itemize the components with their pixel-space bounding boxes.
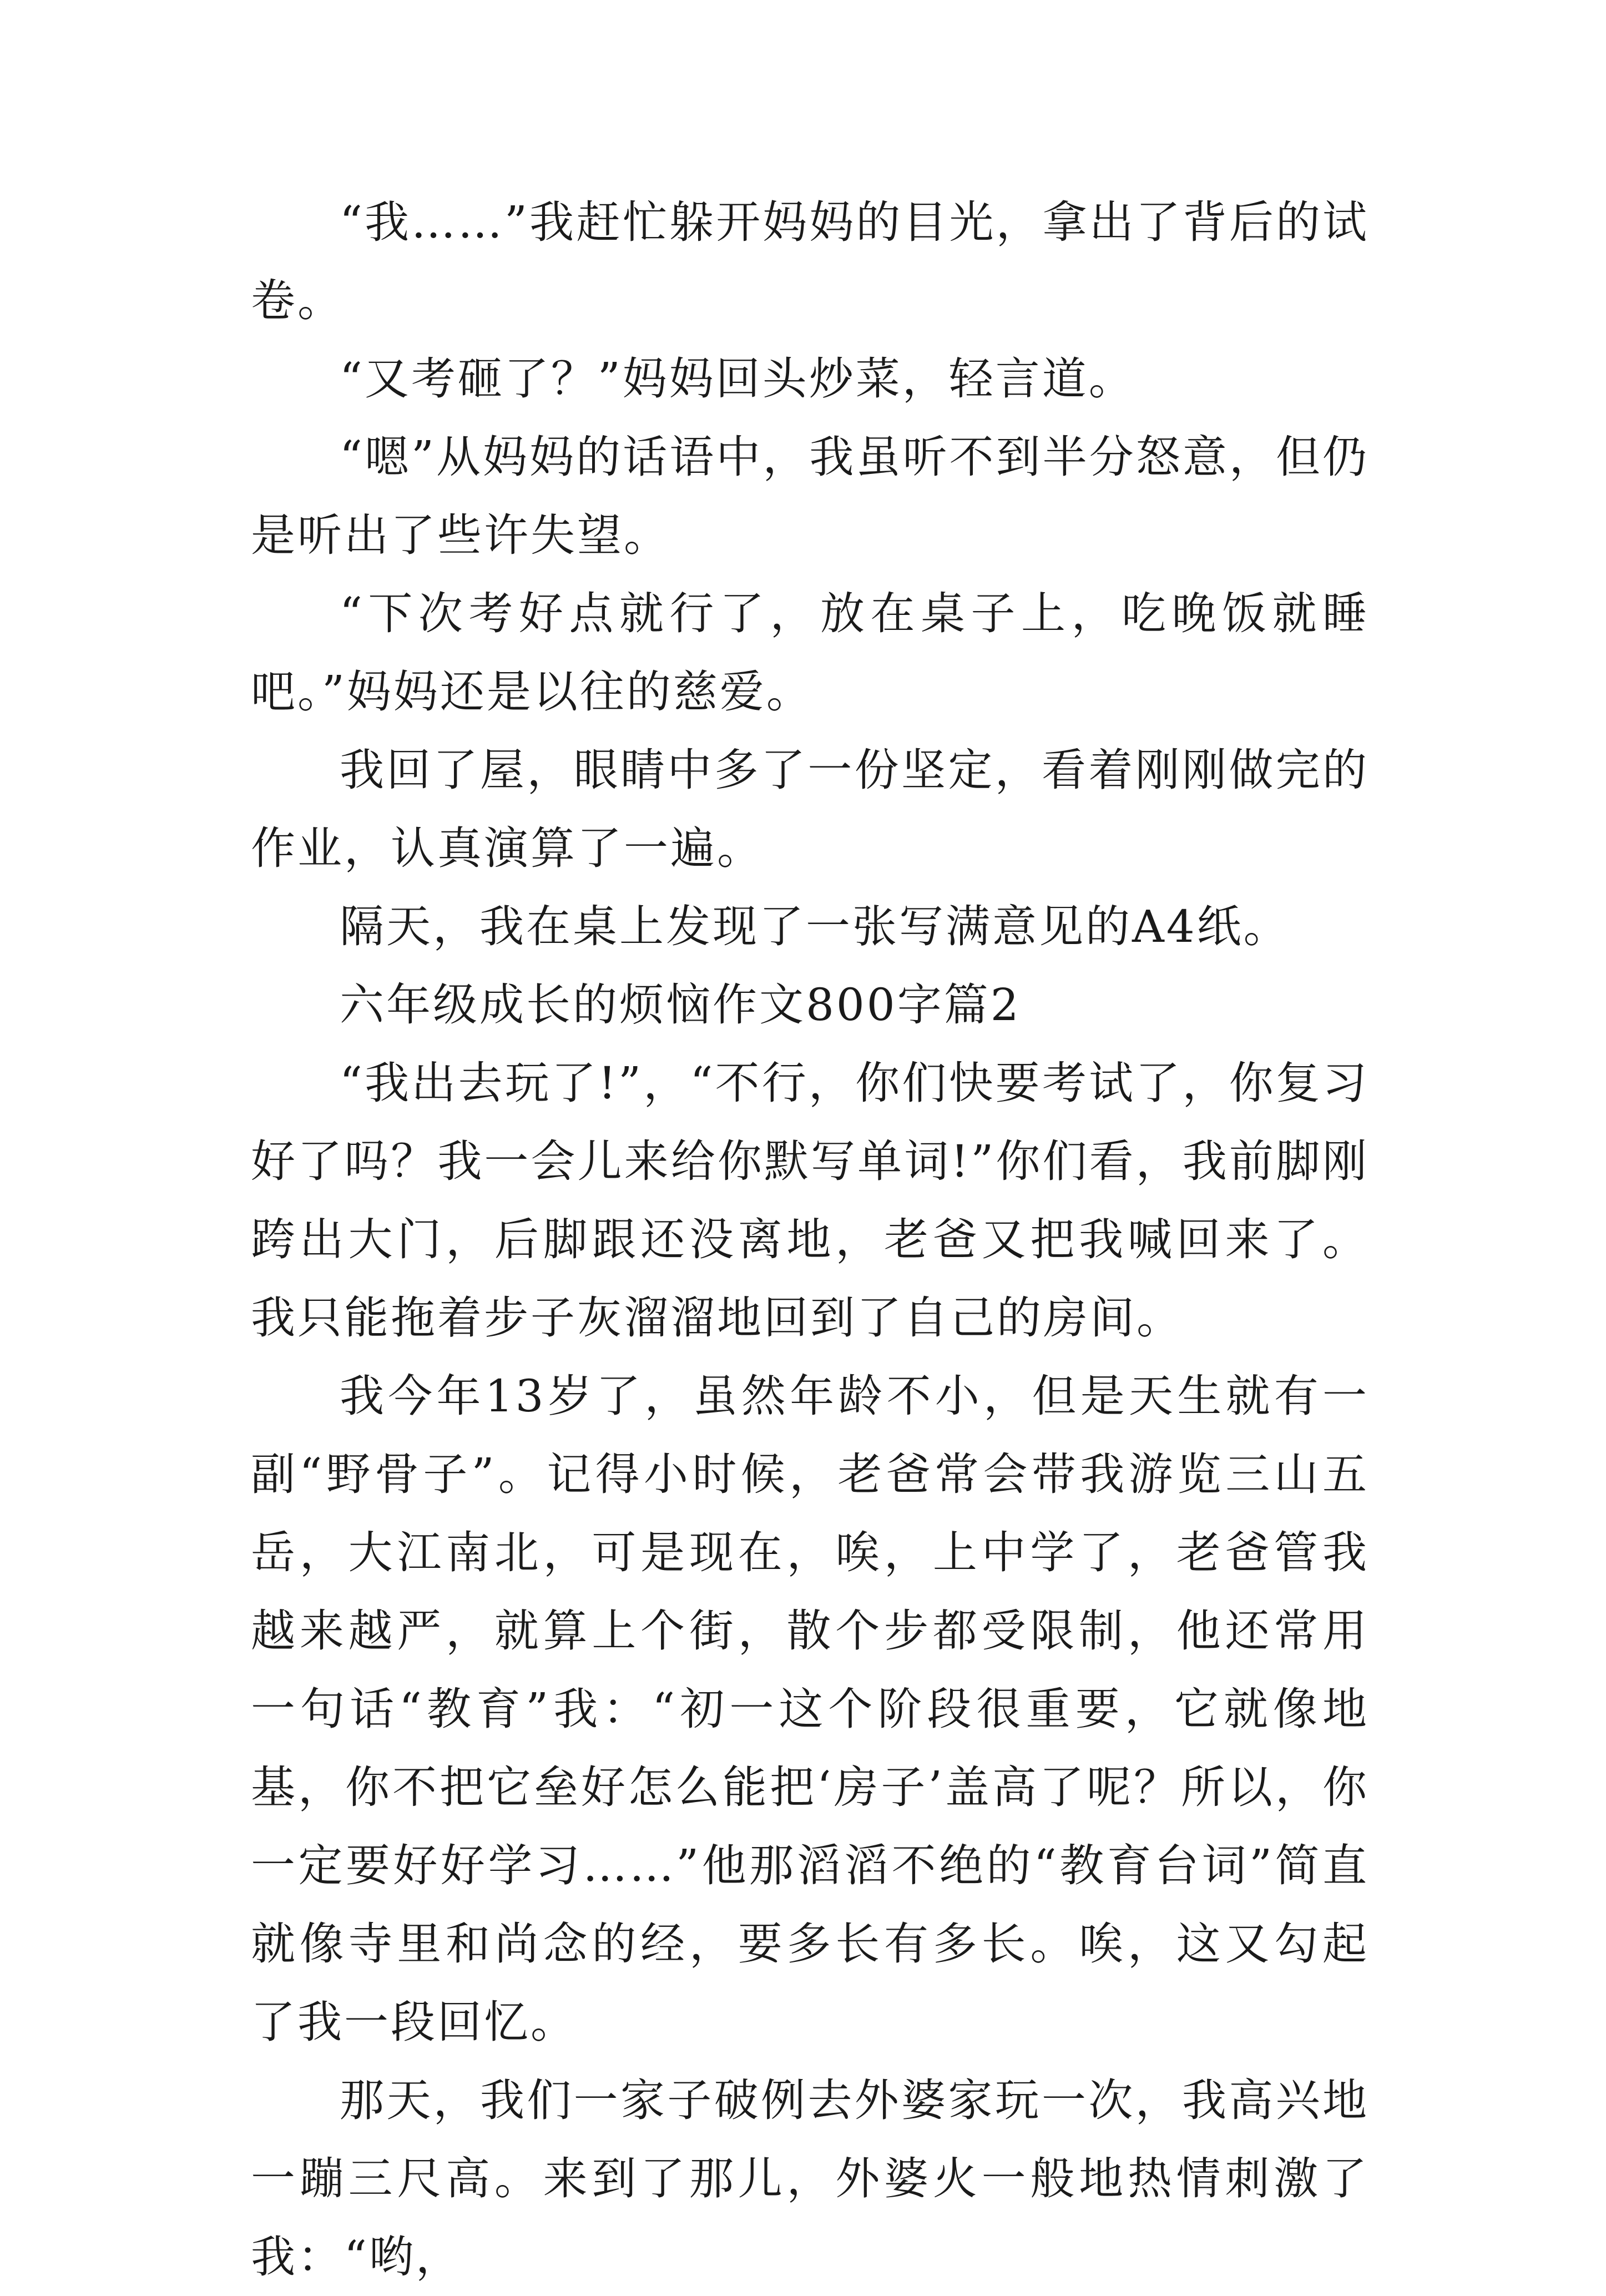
paragraph-8: 我今年13岁了，虽然年龄不小，但是天生就有一副“野骨子”。记得小时候，老爸常会带我游览三山五岳，大江南北，可是现在，唉，上中学了，老爸管我越来越严，就算上个街，散个步都受限制，他还常用一句话“教育”我：“初一这个阶段很重要，它就像地基，你不把它垒好怎么能把‘房子’盖高了呢？所以，你一定要好好学习……”他那滔滔不绝的“教育台词”简直就像寺里和尚念的经，要多长有多长。唉，这又勾起了我一段回忆。: [251, 1370, 1369, 2048]
paragraph-5: 我回了屋，眼睛中多了一份坚定，看着刚刚做完的作业，认真演算了一遍。: [251, 744, 1369, 874]
paragraph-4: “下次考好点就行了，放在桌子上，吃晚饭就睡吧。”妈妈还是以往的慈爱。: [251, 588, 1369, 718]
paragraph-9: 那天，我们一家子破例去外婆家玩一次，我高兴地一蹦三尺高。来到了那儿，外婆火一般地热情刺激了我：“哟，: [251, 2075, 1369, 2283]
paragraph-2: “又考砸了？”妈妈回头炒菜，轻言道。: [340, 353, 1135, 405]
document-body: [251, 183, 1369, 2296]
paragraph-3: “嗯”从妈妈的话语中，我虽听不到半分怒意，但仍是听出了些许失望。: [251, 431, 1369, 561]
paragraph-7: “我出去玩了!”，“不行，你们快要考试了，你复习好了吗？我一会儿来给你默写单词!”你们看，我前脚刚跨出大门，后脚跟还没离地，老爸又把我喊回来了。我只能拖着步子灰溜溜地回到了自己的房间。: [251, 1057, 1369, 1344]
paragraph-1: “我……”我赶忙躲开妈妈的目光，拿出了背后的试卷。: [251, 196, 1369, 326]
section-heading: 六年级成长的烦恼作文800字篇2: [340, 979, 1021, 1031]
paragraph-6: 隔天，我在桌上发现了一张写满意见的A4纸。: [340, 901, 1290, 952]
